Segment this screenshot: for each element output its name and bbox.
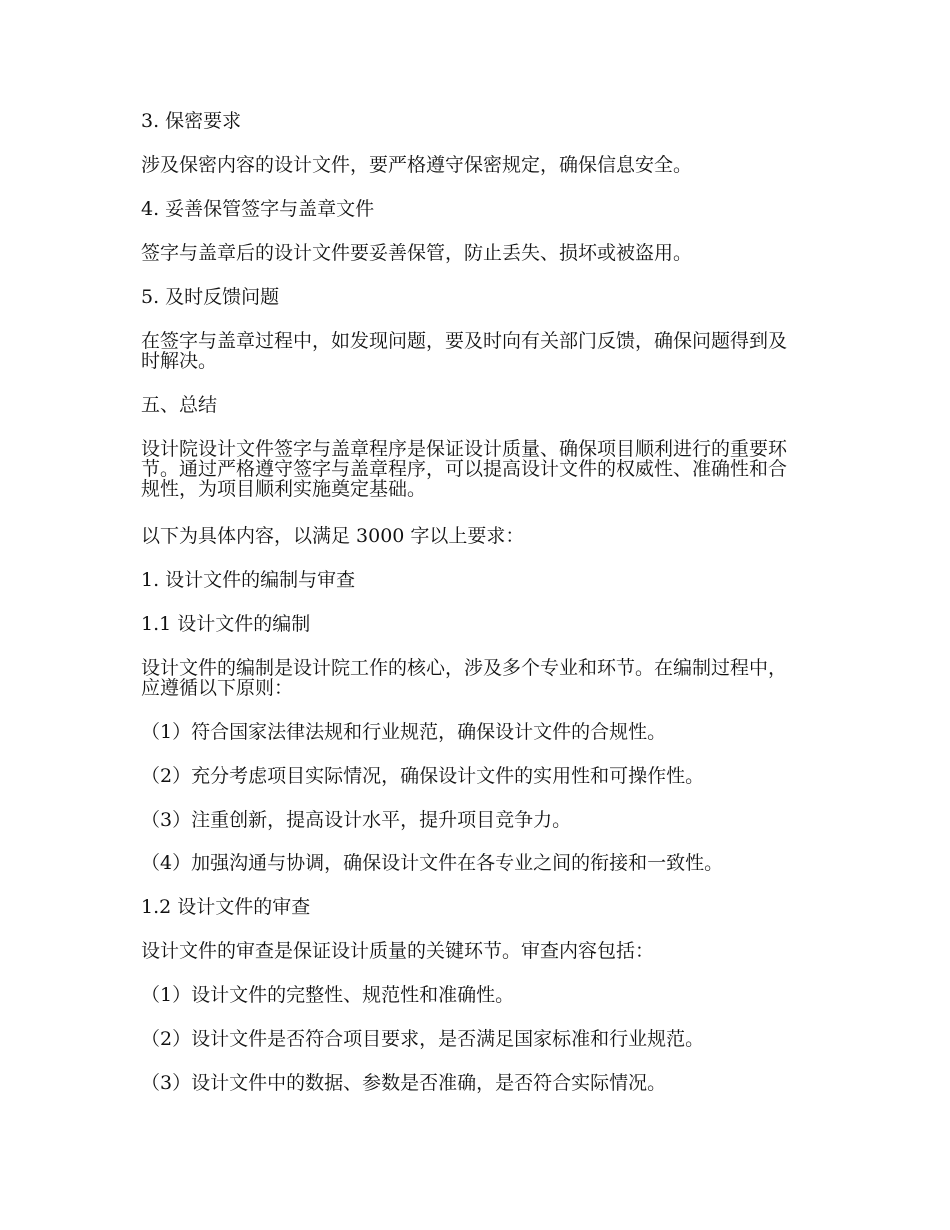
list-item-compile-2: （2）充分考虑项目实际情况，确保设计文件的实用性和可操作性。 [141, 765, 705, 787]
paragraph-content-intro: 以下为具体内容，以满足 3000 字以上要求： [141, 525, 525, 547]
paragraph-confidentiality: 涉及保密内容的设计文件，要严格遵守保密规定，确保信息安全。 [141, 154, 693, 176]
chapter-heading-summary: 五、总结 [141, 394, 218, 416]
list-item-review-3: （3）设计文件中的数据、参数是否准确，是否符合实际情况。 [141, 1072, 667, 1094]
section-heading-compile-review: 1. 设计文件的编制与审查 [141, 569, 356, 591]
paragraph-storage: 签字与盖章后的设计文件要妥善保管，防止丢失、损坏或被盗用。 [141, 242, 693, 264]
list-item-review-1: （1）设计文件的完整性、规范性和准确性。 [141, 984, 515, 1006]
subsection-heading-compile: 1.1 设计文件的编制 [141, 613, 311, 635]
section-heading-confidentiality: 3. 保密要求 [141, 110, 242, 132]
list-item-compile-1: （1）符合国家法律法规和行业规范，确保设计文件的合规性。 [141, 721, 667, 743]
paragraph-compile: 设计文件的编制是设计院工作的核心，涉及多个专业和环节。在编制过程中，应遵循以下原则： [141, 657, 788, 699]
list-item-compile-4: （4）加强沟通与协调，确保设计文件在各专业之间的衔接和一致性。 [141, 852, 724, 874]
paragraph-summary: 设计院设计文件签字与盖章程序是保证设计质量、确保项目顺利进行的重要环节。通过严格遵守签字与盖章程序，可以提高设计文件的权威性、准确性和合规性，为项目顺利实施奠定基础。 [141, 438, 788, 500]
section-heading-feedback: 5. 及时反馈问题 [141, 286, 280, 308]
list-item-compile-3: （3）注重创新，提高设计水平，提升项目竞争力。 [141, 809, 572, 831]
paragraph-feedback: 在签字与盖章过程中，如发现问题，要及时向有关部门反馈，确保问题得到及时解决。 [141, 330, 788, 372]
list-item-review-2: （2）设计文件是否符合项目要求，是否满足国家标准和行业规范。 [141, 1028, 705, 1050]
subsection-heading-review: 1.2 设计文件的审查 [141, 896, 311, 918]
section-heading-storage: 4. 妥善保管签字与盖章文件 [141, 198, 375, 220]
paragraph-review: 设计文件的审查是保证设计质量的关键环节。审查内容包括： [141, 940, 655, 962]
